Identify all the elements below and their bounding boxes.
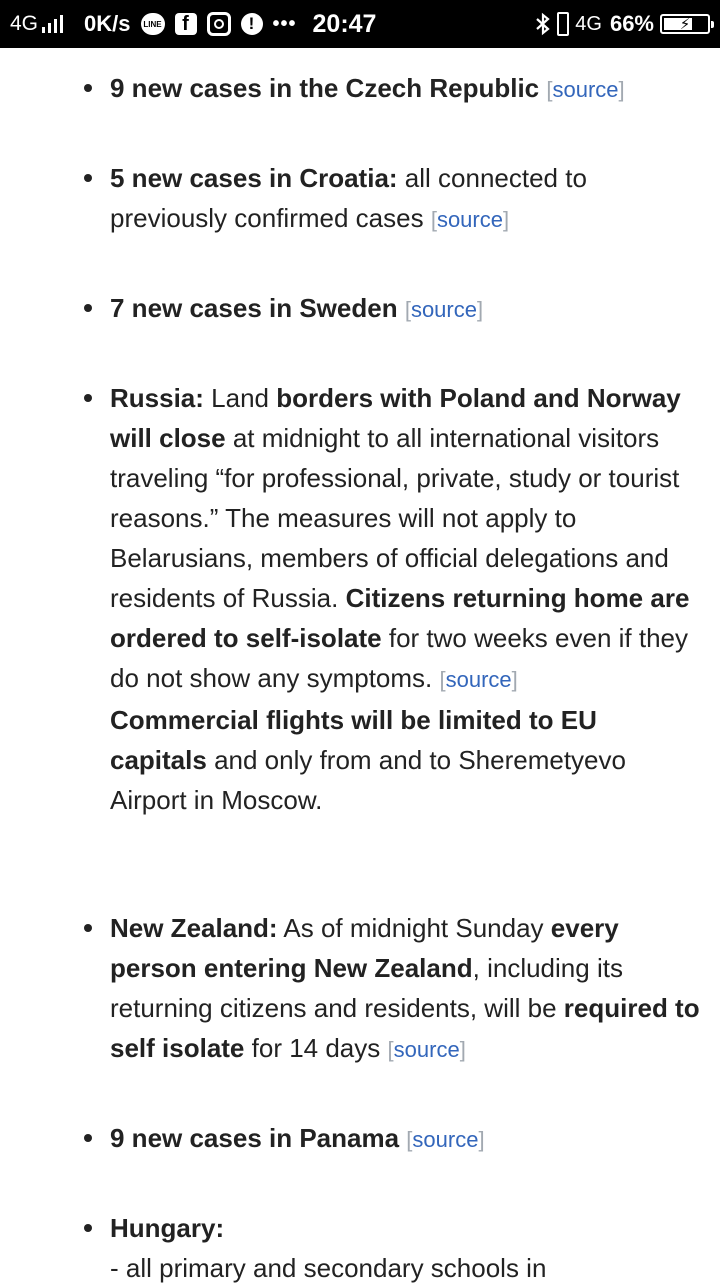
instagram-icon: [207, 12, 231, 36]
signal-bars-icon: [42, 15, 66, 33]
list-item-new-zealand: [110, 908, 700, 1070]
item-heading: 7 new cases in Sweden: [110, 293, 398, 323]
item-text: and only from and to Sheremetyevo Airport in Moscow.: [110, 745, 626, 815]
source-link[interactable]: source: [393, 1037, 460, 1062]
list-item-croatia: [110, 158, 700, 240]
item-heading: New Zealand:: [110, 913, 278, 943]
item-emphasis: borders with Poland and Norway will close: [110, 383, 681, 453]
battery-charging-icon: [660, 14, 710, 34]
line-icon: LINE: [141, 13, 165, 35]
network-speed: 0K/s: [84, 11, 131, 36]
alert-icon: !: [241, 13, 263, 35]
more-dots-icon: •••: [272, 12, 297, 35]
item-heading: 5 new cases in Croatia:: [110, 163, 398, 193]
source-citation: [source]: [430, 207, 510, 232]
source-link[interactable]: source: [410, 297, 477, 322]
item-heading: 9 new cases in the Czech Republic: [110, 73, 540, 103]
item-text: for two weeks even if they do not show any symptoms.: [110, 623, 688, 693]
list-item-panama: [110, 1118, 700, 1160]
item-text: - all primary and secondary schools in: [110, 1253, 547, 1283]
clock-time: 20:47: [312, 9, 377, 38]
battery-percent: 66%: [609, 11, 654, 36]
source-citation: [source]: [404, 297, 484, 322]
item-text: , including its returning citizens and residents, will be: [110, 953, 623, 1023]
item-heading: Russia:: [110, 383, 204, 413]
status-bar-left: [10, 0, 376, 48]
item-text: Land: [211, 383, 269, 413]
vibrate-icon: [557, 12, 569, 36]
facebook-icon: f: [175, 13, 197, 35]
list-item-russia: [110, 378, 700, 820]
bluetooth-icon: [533, 12, 553, 36]
charging-bolt-icon: ⚡: [679, 16, 691, 33]
list-item-hungary: [110, 1208, 700, 1288]
status-bar-right: [533, 0, 710, 48]
list-item-sweden: [110, 288, 700, 330]
source-citation: [source]: [406, 1127, 485, 1152]
status-bar: [0, 0, 720, 48]
list-item-czech: [110, 68, 700, 110]
item-emphasis: every person entering New Zealand: [110, 913, 619, 983]
item-emphasis: Commercial flights will be limited to EU capitals: [110, 705, 597, 775]
item-emphasis: Citizens returning home are ordered to self-isolate: [110, 583, 690, 653]
source-citation: [source]: [546, 77, 625, 102]
item-text: As of midnight Sunday: [283, 913, 544, 943]
source-link[interactable]: source: [445, 667, 512, 692]
item-text: for 14 days: [251, 1033, 381, 1063]
item-emphasis: required to self isolate: [110, 993, 700, 1063]
source-link[interactable]: source: [436, 207, 503, 232]
item-heading: 9 new cases in Panama: [110, 1123, 400, 1153]
source-citation: [source]: [439, 667, 518, 692]
item-text: at midnight to all international visitors traveling “for professional, private, study or tourist reasons.” The measures will not apply to Belarusians, members of official delegations and residents of Russia.: [110, 423, 680, 613]
item-text: all connected to previously confirmed cases: [110, 163, 587, 233]
network-type-left: 4G: [10, 12, 39, 35]
source-link[interactable]: source: [552, 77, 619, 102]
source-citation: [source]: [387, 1037, 466, 1062]
network-type-right: 4G: [575, 12, 602, 35]
source-link[interactable]: source: [412, 1127, 479, 1152]
item-heading: Hungary:: [110, 1213, 225, 1243]
